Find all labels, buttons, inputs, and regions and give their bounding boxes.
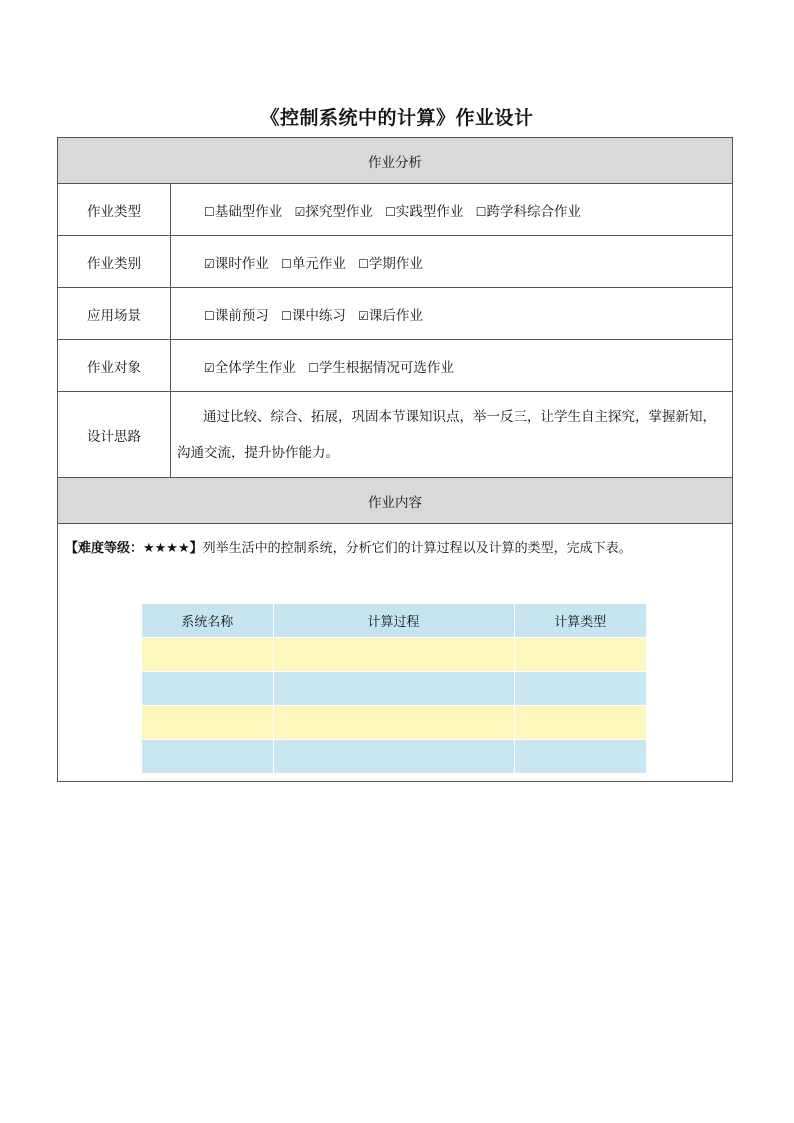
checkbox-icon: ☐ bbox=[204, 308, 215, 323]
option-in-class[interactable]: ☐课中练习 bbox=[281, 307, 346, 324]
table-cell[interactable] bbox=[142, 740, 273, 774]
answer-table-header bbox=[142, 604, 646, 638]
option-unit[interactable]: ☐单元作业 bbox=[281, 255, 346, 272]
table-cell[interactable] bbox=[514, 672, 646, 706]
audience-label: 作业对象 bbox=[58, 340, 171, 392]
document-title: 《控制系统中的计算》作业设计 bbox=[260, 107, 534, 129]
difficulty-level: 【难度等级：★★★★】 bbox=[65, 541, 203, 556]
option-term[interactable]: ☐学期作业 bbox=[358, 255, 423, 272]
checkbox-icon: ☐ bbox=[281, 256, 292, 271]
option-all-students[interactable]: ☑全体学生作业 bbox=[204, 359, 296, 376]
checkbox-icon: ☑ bbox=[204, 256, 215, 271]
task-text: 列举生活中的控制系统，分析它们的计算过程以及计算的类型，完成下表。 bbox=[202, 541, 632, 556]
option-basic[interactable]: ☐基础型作业 bbox=[204, 203, 283, 220]
table-cell[interactable] bbox=[142, 638, 273, 672]
table-row bbox=[142, 740, 646, 774]
checkbox-icon: ☑ bbox=[204, 360, 215, 375]
checkbox-icon: ☑ bbox=[358, 308, 369, 323]
checkbox-icon: ☑ bbox=[294, 204, 306, 219]
analysis-section-header: 作业分析 bbox=[58, 138, 733, 184]
table-cell[interactable] bbox=[273, 706, 514, 740]
header-calculation-type: 计算类型 bbox=[514, 604, 646, 638]
scenario-row bbox=[58, 288, 733, 340]
table-cell[interactable] bbox=[514, 706, 646, 740]
table-cell[interactable] bbox=[273, 638, 514, 672]
design-text: 通过比较、综合、拓展，巩固本节课知识点，举一反三，让学生自主探究，掌握新知，沟通交流，提升协作能力。 bbox=[171, 392, 733, 478]
scenario-label: 应用场景 bbox=[58, 288, 171, 340]
design-label: 设计思路 bbox=[58, 392, 171, 478]
table-cell[interactable] bbox=[273, 672, 514, 706]
table-cell[interactable] bbox=[514, 740, 646, 774]
table-cell[interactable] bbox=[514, 638, 646, 672]
table-row bbox=[142, 706, 646, 740]
option-interdisciplinary[interactable]: ☐跨学科综合作业 bbox=[475, 203, 581, 220]
table-cell[interactable] bbox=[142, 706, 273, 740]
checkbox-icon: ☐ bbox=[358, 256, 369, 271]
audience-row bbox=[58, 340, 733, 392]
option-lesson[interactable]: ☑课时作业 bbox=[204, 255, 269, 272]
task-instruction bbox=[58, 524, 732, 556]
option-inquiry[interactable]: ☑探究型作业 bbox=[294, 203, 373, 220]
option-practice[interactable]: ☐实践型作业 bbox=[385, 203, 464, 220]
category-options bbox=[171, 236, 733, 288]
type-row bbox=[58, 184, 733, 236]
type-label: 作业类型 bbox=[58, 184, 171, 236]
option-preview[interactable]: ☐课前预习 bbox=[204, 307, 269, 324]
type-options bbox=[171, 184, 733, 236]
option-optional[interactable]: ☐学生根据情况可选作业 bbox=[308, 359, 454, 376]
option-after-class[interactable]: ☑课后作业 bbox=[358, 307, 423, 324]
table-cell[interactable] bbox=[273, 740, 514, 774]
checkbox-icon: ☐ bbox=[385, 204, 396, 219]
table-row bbox=[142, 638, 646, 672]
table-cell[interactable] bbox=[142, 672, 273, 706]
checkbox-icon: ☐ bbox=[308, 360, 319, 375]
checkbox-icon: ☐ bbox=[204, 204, 215, 219]
checkbox-icon: ☐ bbox=[475, 204, 487, 219]
design-row bbox=[58, 392, 733, 478]
content-section-header: 作业内容 bbox=[58, 478, 733, 524]
table-row bbox=[142, 672, 646, 706]
homework-design-table bbox=[57, 137, 733, 782]
category-label: 作业类别 bbox=[58, 236, 171, 288]
content-body bbox=[58, 524, 733, 782]
audience-options bbox=[171, 340, 733, 392]
answer-table bbox=[142, 604, 646, 774]
header-calculation-process: 计算过程 bbox=[273, 604, 514, 638]
header-system-name: 系统名称 bbox=[142, 604, 273, 638]
checkbox-icon: ☐ bbox=[281, 308, 292, 323]
scenario-options bbox=[171, 288, 733, 340]
category-row bbox=[58, 236, 733, 288]
